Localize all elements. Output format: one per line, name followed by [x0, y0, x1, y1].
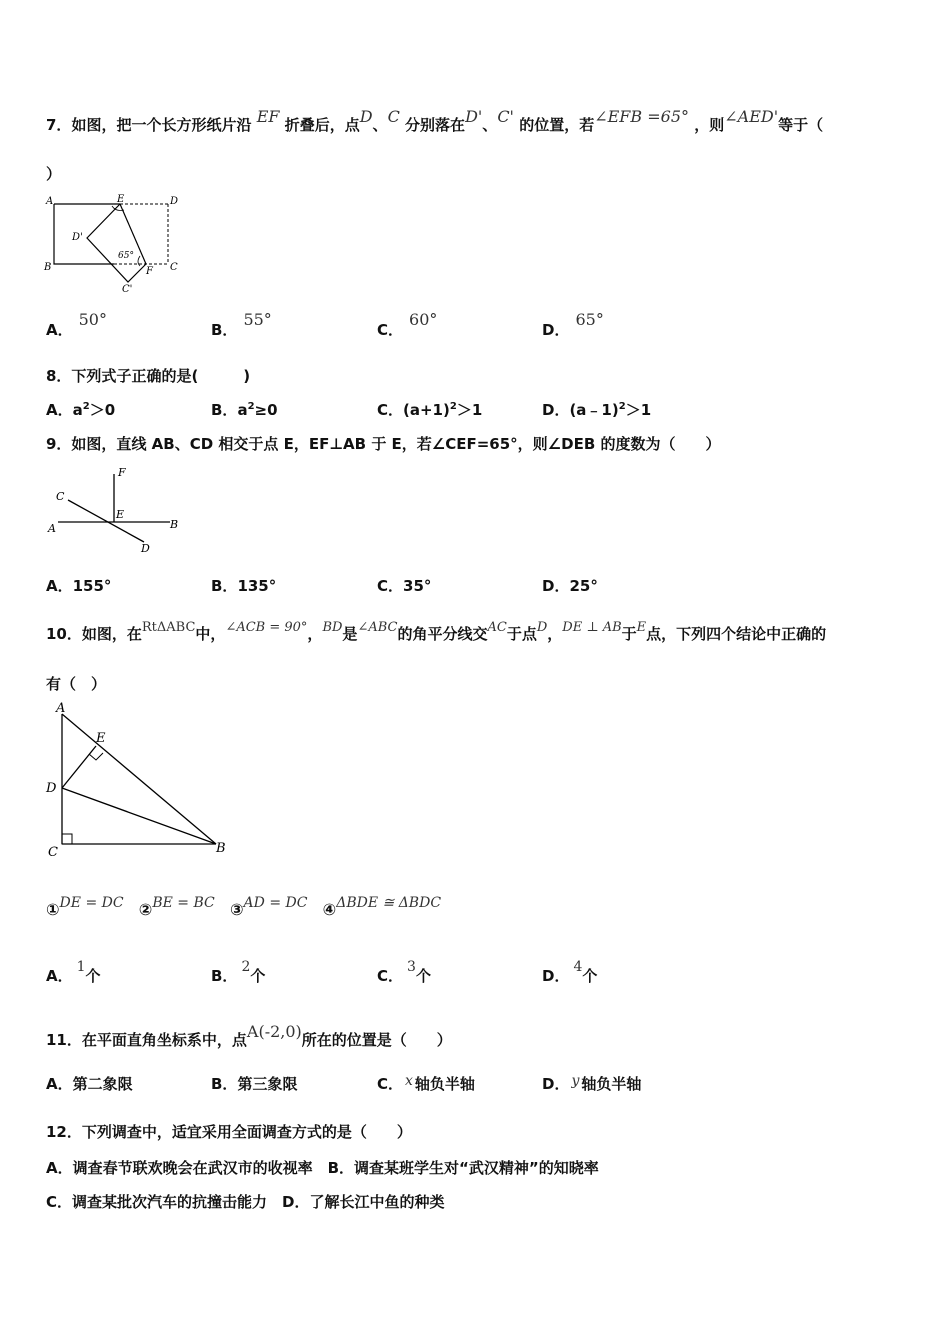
q10-option-c[interactable]: C． 3个 [377, 959, 431, 985]
q7-option-c[interactable]: C．60° [377, 310, 438, 339]
q7-option-d[interactable]: D．65° [542, 310, 604, 339]
q9-label-a: A [48, 522, 56, 535]
q10-label-a: A [56, 701, 66, 716]
q11-option-d[interactable]: D． y 轴负半轴 [542, 1073, 642, 1093]
q7-figure [40, 192, 190, 298]
q9-label-f: F [118, 466, 126, 479]
q7-option-a[interactable]: A．50° [46, 310, 107, 339]
q8-option-b[interactable]: B．$a^2\ge 0$ [211, 401, 278, 419]
q10-label-d: D [46, 781, 57, 796]
q9-label-c: C [56, 490, 65, 503]
q7-option-b[interactable]: B．55° [211, 310, 272, 339]
q12-options-row2[interactable]: C．调查某批次汽车的抗撞击能力 D．了解长江中鱼的种类 [46, 1193, 445, 1211]
q9-option-d[interactable]: D．25° [542, 577, 598, 595]
q7-label-angle: 65° [118, 251, 134, 261]
q10-stem-line2: 有（ ） [46, 675, 107, 693]
q9-option-c[interactable]: C．35° [377, 577, 432, 595]
q10-conclusions: ①DE = DC ②BE = BC ③AD = DC ④ΔBDE ≅ ΔBDC [46, 895, 442, 919]
q9-label-d: D [141, 542, 150, 555]
q7-math-angle: ∠EFB =65° [594, 107, 689, 126]
q8-option-c[interactable]: C．$(a+1)^2>1$ [377, 401, 483, 419]
q11-option-c[interactable]: C． x 轴负半轴 [377, 1073, 475, 1093]
q10-label-b: B [216, 841, 226, 856]
q7-label-b: B [44, 262, 52, 273]
q10-figure [40, 700, 240, 864]
q11-option-b[interactable]: B．第三象限 [211, 1075, 298, 1093]
q9-option-b[interactable]: B．135° [211, 577, 277, 595]
q7-label-dp: D' [72, 232, 83, 243]
q7-label-a: A [46, 196, 54, 207]
q9-option-a[interactable]: A．155° [46, 577, 112, 595]
q8-option-a[interactable]: A．$a^2>0$ [46, 401, 116, 419]
q9-label-e: E [116, 508, 125, 521]
q11-stem: 11．在平面直角坐标系中，点A(-2,0)所在的位置是（ ） [46, 1022, 452, 1049]
q10-stem: 10．如图，在RtΔABC中，∠ACB = 90°，BD是∠ABC的角平分线交AC于点D，DE ⊥ AB于E点，下列四个结论中正确的 [46, 620, 827, 643]
q8-stem: 8．下列式子正确的是( ) [46, 367, 251, 385]
q11-point: A(-2,0) [246, 1022, 302, 1041]
q7-label-c: C [170, 262, 178, 273]
q10-label-e: E [96, 731, 106, 746]
q9-label-b: B [170, 518, 179, 531]
q7-stem: 7．如图，把一个长方形纸片沿 EF 折叠后，点D、C 分别落在D'、C' 的位置，若∠EFB =65° ，则∠AED'等于（ [46, 107, 824, 134]
q10-option-b[interactable]: B． 2个 [211, 959, 266, 985]
q12-stem: 12．下列调查中，适宜采用全面调查方式的是（ ） [46, 1123, 412, 1141]
q12-options-row1[interactable]: A．调查春节联欢晚会在武汉市的收视率 B．调查某班学生对“武汉精神”的知晓率 [46, 1159, 599, 1177]
q10-label-c: C [48, 845, 58, 860]
q10-option-a[interactable]: A． 1个 [46, 959, 101, 985]
q9-stem: 9．如图，直线 AB、CD 相交于点 E，EF⊥AB 于 E，若∠CEF=65°，则∠DEB 的度数为（ ） [46, 435, 721, 453]
q7-math-ef: EF [256, 107, 280, 126]
q8-option-d[interactable]: D．(a﹣1)$^2$＞1 [542, 401, 652, 419]
q11-option-a[interactable]: A．第二象限 [46, 1075, 133, 1093]
q7-close-paren: ） [46, 165, 62, 183]
q7-label-cp: C' [122, 284, 133, 295]
q9-figure [44, 462, 189, 558]
q7-label-f: F [146, 266, 153, 277]
q7-label-e: E [117, 194, 125, 205]
q7-label-d: D [170, 196, 179, 207]
q10-option-d[interactable]: D． 4个 [542, 959, 598, 985]
